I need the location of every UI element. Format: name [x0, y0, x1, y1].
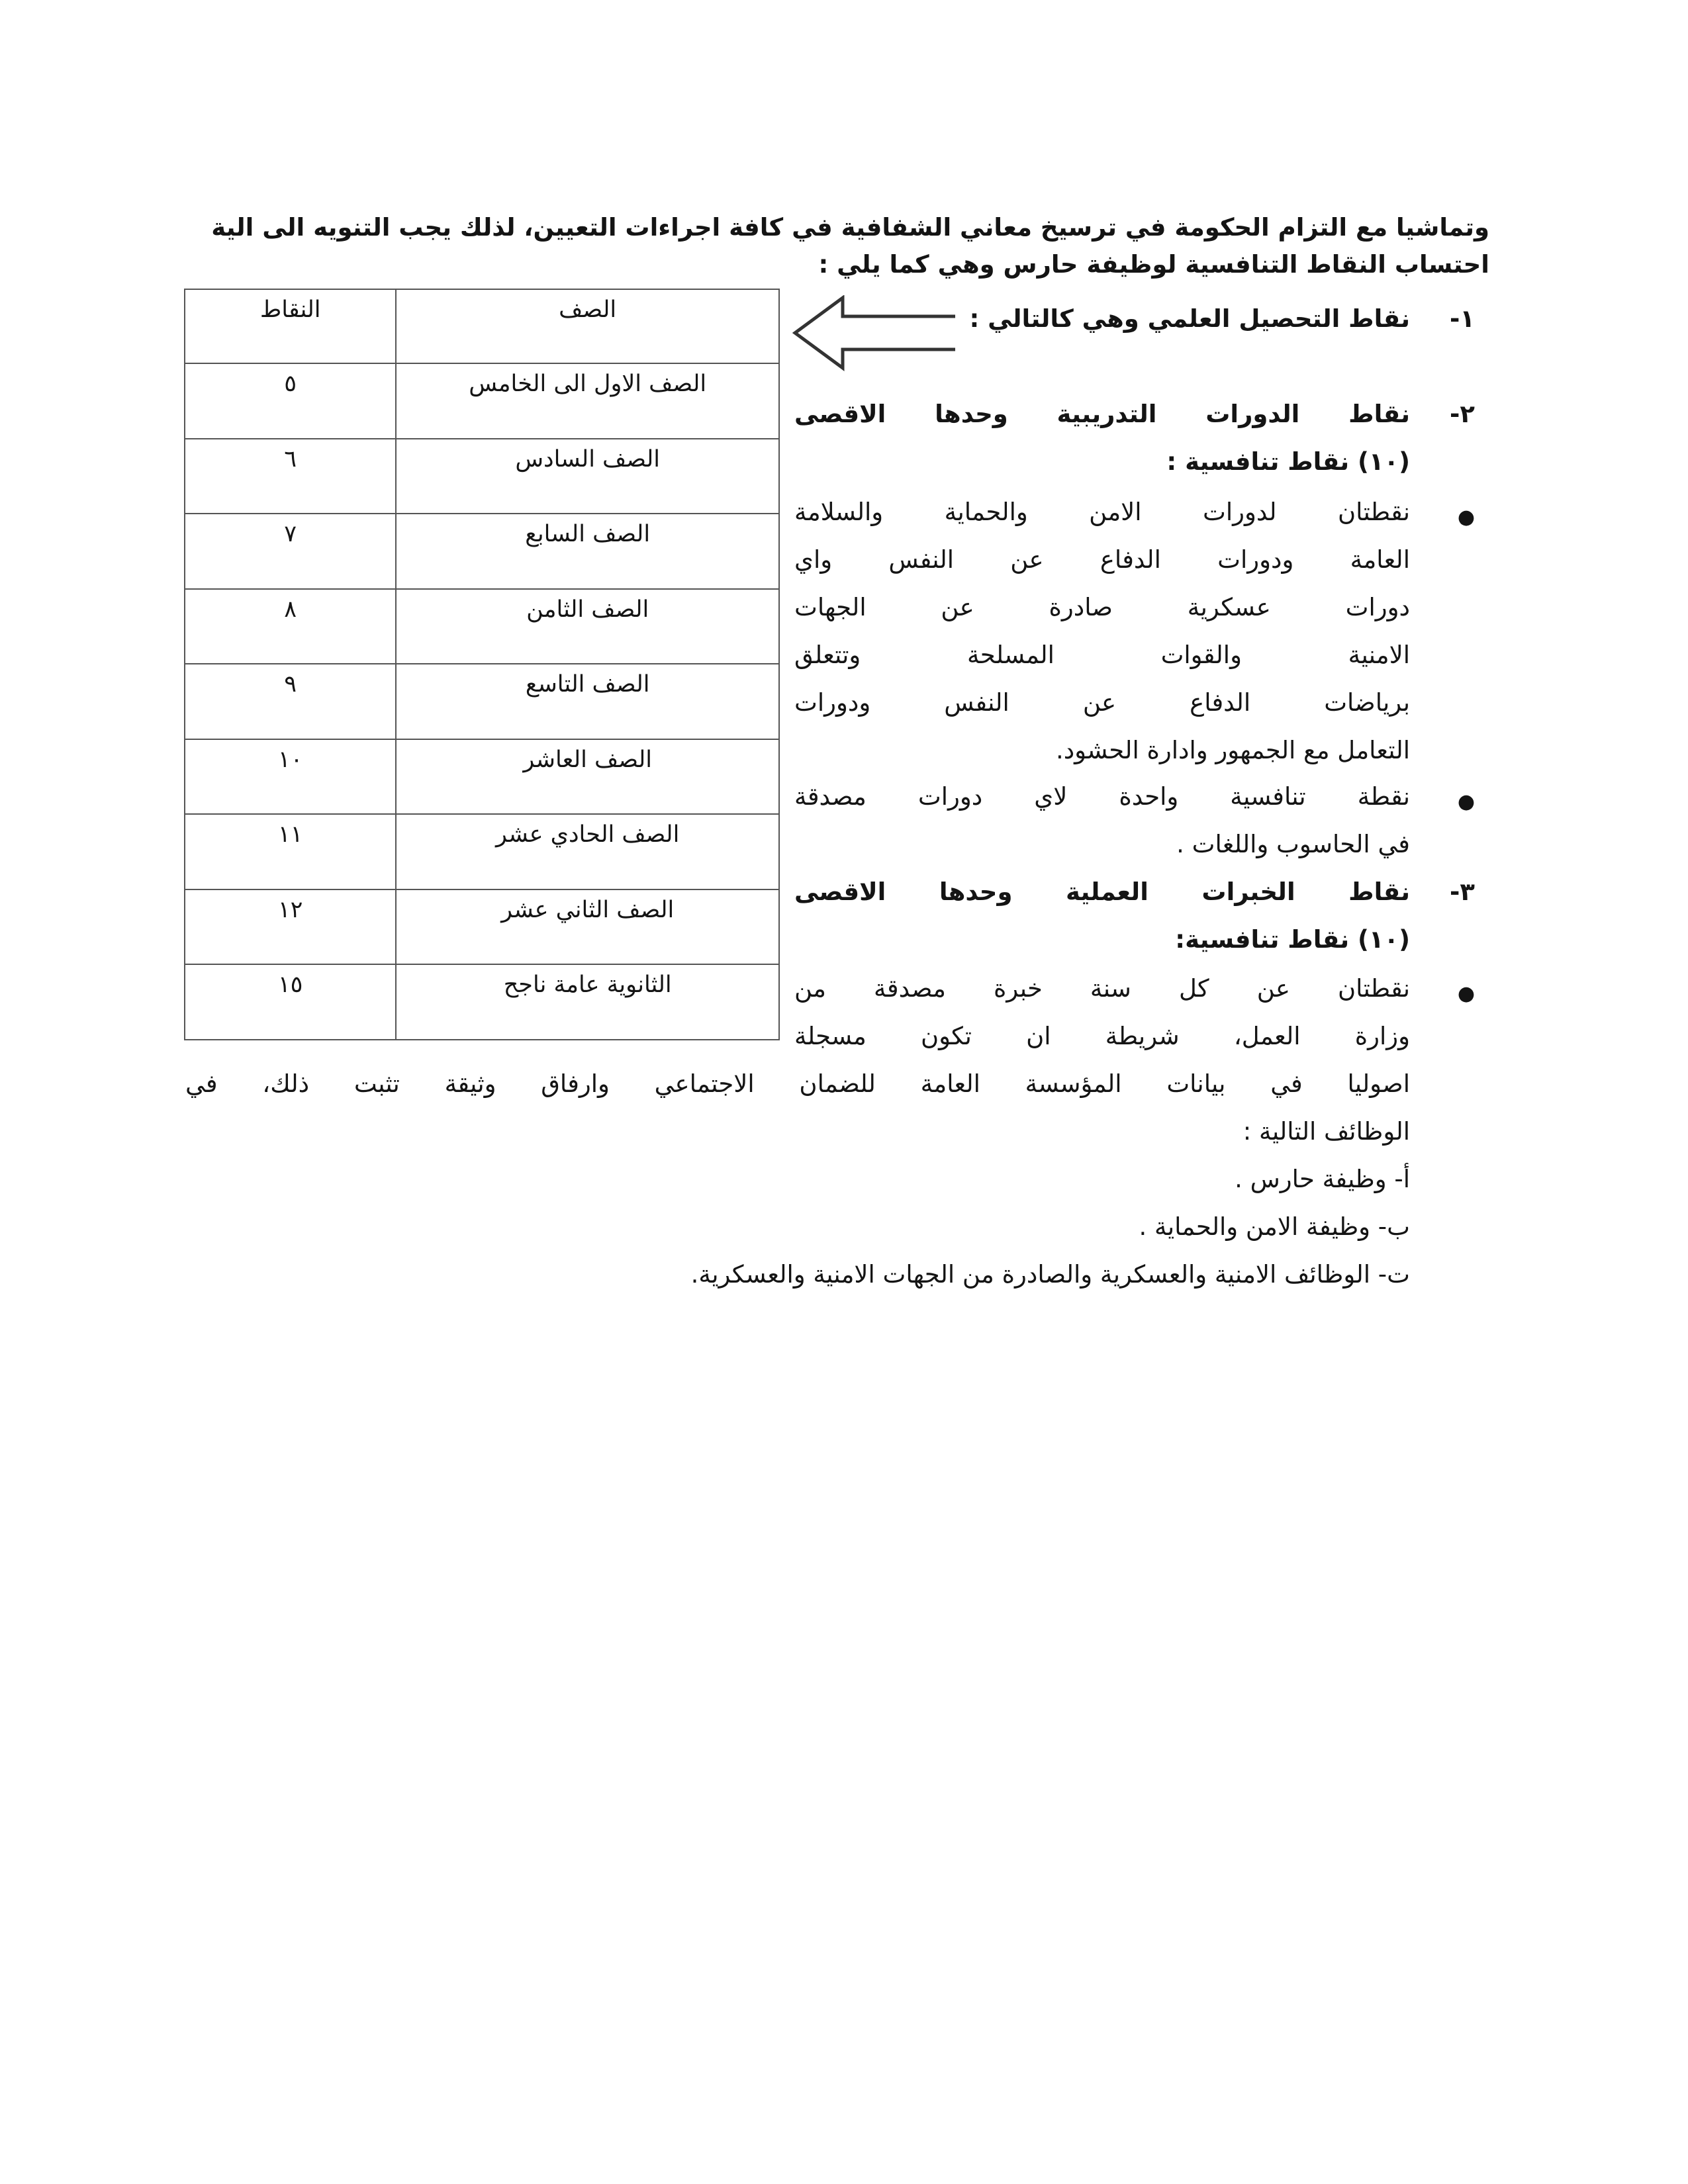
- bullet-icon: ●: [1457, 982, 1475, 1005]
- row-class: الصف السادس: [396, 439, 779, 514]
- section-3-bullet-1-line-4: الوظائف التالية :: [1243, 1117, 1410, 1146]
- row-class: الصف الثاني عشر: [396, 889, 779, 965]
- section-2-bullet-2-line-2: في الحاسوب واللغات .: [1176, 830, 1410, 858]
- row-points: ٨: [185, 589, 396, 664]
- table-row: [185, 363, 779, 439]
- row-points: ١١: [185, 814, 396, 889]
- row-points: ١٥: [185, 964, 396, 1040]
- row-class: الصف العاشر: [396, 739, 779, 815]
- row-class: الصف الاول الى الخامس: [396, 363, 779, 439]
- section-3-title-line-1: نقاط الخبرات العملية وحدها الاقصى: [794, 878, 1410, 906]
- left-arrow-icon: [791, 295, 957, 371]
- row-points: ١٢: [185, 889, 396, 965]
- row-points: ٧: [185, 514, 396, 589]
- job-item-c: ت- الوظائف الامنية والعسكرية والصادرة من الجهات الامنية والعسكرية.: [690, 1260, 1410, 1289]
- header-points: النقاط: [185, 289, 396, 363]
- table-row: [185, 664, 779, 739]
- section-1-title: نقاط التحصيل العلمي وهي كالتالي :: [969, 304, 1410, 333]
- section-2-bullet-1-line-1: نقطتان لدورات الامن والحماية والسلامة: [794, 498, 1410, 526]
- row-class: الصف الثامن: [396, 589, 779, 664]
- table-row: [185, 964, 779, 1040]
- intro-line-1: وتماشيا مع التزام الحكومة في ترسيخ معاني الشفافية في كافة اجراءات التعيين، لذلك يجب التنويه الى الية: [211, 213, 1489, 242]
- table-header-row: [185, 289, 779, 363]
- bullet-icon: ●: [1457, 506, 1475, 529]
- table-row: [185, 889, 779, 965]
- section-2-bullet-1-line-3: دورات عسكرية صادرة عن الجهات: [794, 593, 1410, 621]
- row-class: الصف السابع: [396, 514, 779, 589]
- table-row: [185, 739, 779, 815]
- row-points: ٥: [185, 363, 396, 439]
- section-3-title-line-2: (١٠) نقاط تنافسية:: [1175, 925, 1410, 954]
- row-class: الصف التاسع: [396, 664, 779, 739]
- intro-line-2: احتساب النقاط التنافسية لوظيفة حارس وهي كما يلي :: [818, 250, 1489, 279]
- table-row: [185, 589, 779, 664]
- section-3-bullet-1-line-1: نقطتان عن كل سنة خبرة مصدقة من: [794, 974, 1410, 1003]
- row-points: ٩: [185, 664, 396, 739]
- job-item-b: ب- وظيفة الامن والحماية .: [1139, 1212, 1410, 1241]
- section-2-bullet-1-line-2: العامة ودورات الدفاع عن النفس واي: [794, 545, 1410, 574]
- row-points: ١٠: [185, 739, 396, 815]
- table-row: [185, 514, 779, 589]
- section-2-bullet-2-line-1: نقطة تنافسية واحدة لاي دورات مصدقة: [794, 782, 1410, 811]
- row-class: الصف الحادي عشر: [396, 814, 779, 889]
- section-3-bullet-1-line-2: وزارة العمل، شريطة ان تكون مسجلة: [794, 1022, 1410, 1050]
- section-3-bullet-1-line-3: اصوليا في بيانات المؤسسة العامة للضمان الاجتماعي وارفاق وثيقة تثبت ذلك، في: [185, 1069, 1410, 1098]
- row-points: ٦: [185, 439, 396, 514]
- section-2-number: ٢-: [1450, 400, 1475, 428]
- section-3-number: ٣-: [1450, 878, 1475, 906]
- bullet-icon: ●: [1457, 790, 1475, 813]
- row-class: الثانوية عامة ناجح: [396, 964, 779, 1040]
- table-row: [185, 814, 779, 889]
- section-2-bullet-1-line-4: الامنية والقوات المسلحة وتتعلق: [794, 641, 1410, 669]
- section-2-title-line-1: نقاط الدورات التدريبية وحدها الاقصى: [794, 400, 1410, 428]
- section-2-bullet-1-line-5: برياضات الدفاع عن النفس ودورات: [794, 688, 1410, 717]
- section-2-bullet-1-line-6: التعامل مع الجمهور وادارة الحشود.: [1055, 736, 1410, 764]
- section-2-title-line-2: (١٠) نقاط تنافسية :: [1166, 447, 1410, 476]
- section-1-number: ١-: [1450, 304, 1475, 333]
- table-row: [185, 439, 779, 514]
- education-points-table: [184, 289, 780, 1040]
- header-class: الصف: [396, 289, 779, 363]
- job-item-a: أ- وظيفة حارس .: [1235, 1165, 1410, 1193]
